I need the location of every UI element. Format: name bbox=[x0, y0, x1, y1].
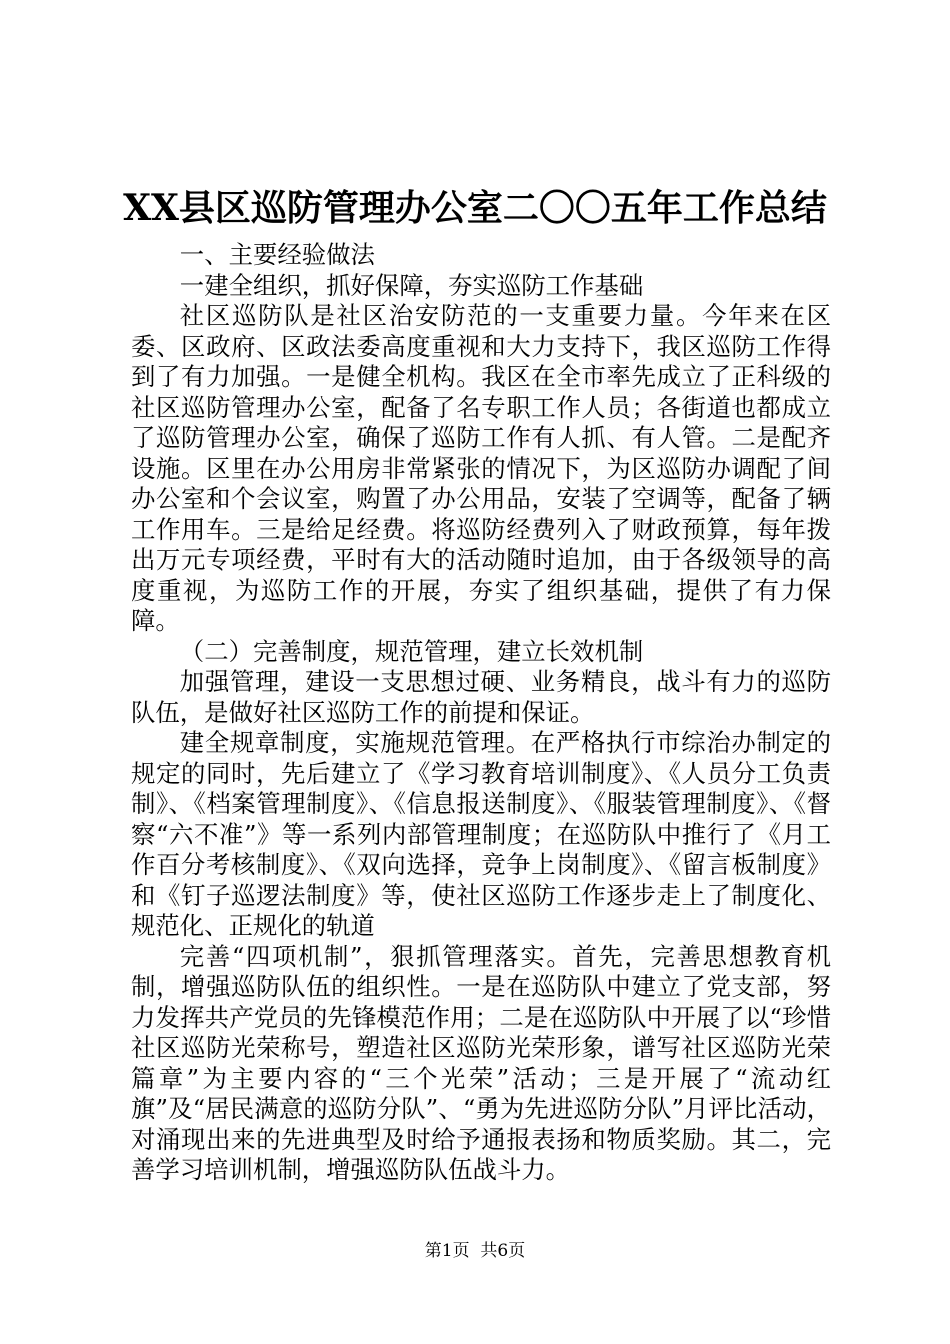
paragraph-regulations: 建全规章制度，实施规范管理。在严格执行市综治办制定的规定的同时，先后建立了《学习教育培训制度》、《人员分工负责制》、《档案管理制度》、《信息报送制度》、《服装管理制度》、《督察“六不准”》等一系列内部管理制度；在巡防队中推行了《月工作百分考核制度》、《双向选择，竞争上岗制度》、《留言板制度》和《钉子巡逻法制度》等，使社区巡防工作逐步走上了制度化、规范化、正规化的轨道 bbox=[131, 728, 831, 940]
document-title: XX县区巡防管理办公室二〇〇五年工作总结 bbox=[123, 187, 827, 229]
page-footer: 第1页 共6页 bbox=[424, 1241, 526, 1261]
subsection-heading-system: （二）完善制度，规范管理，建立长效机制 bbox=[179, 636, 644, 666]
paragraph-management: 加强管理，建设一支思想过硬、业务精良，战斗有力的巡防队伍，是做好社区巡防工作的前提和保证。 bbox=[131, 667, 831, 727]
paragraph-mechanisms: 完善“四项机制”，狠抓管理落实。首先，完善思想教育机制，增强巡防队伍的组织性。一是在巡防队中建立了党支部，努力发挥共产党员的先锋模范作用；二是在巡防队中开展了以“珍惜社区巡防光荣称号，塑造社区巡防光荣形象，谱写社区巡防光荣篇章”为主要内容的“三个光荣”活动；三是开展了“流动红旗”及“居民满意的巡防分队”、“勇为先进巡防分队”月评比活动，对涌现出来的先进典型及时给予通报表扬和物质奖励。其二，完善学习培训机制，增强巡防队伍战斗力。 bbox=[131, 941, 831, 1184]
document-body bbox=[131, 240, 831, 1186]
section-heading-main-experience: 一、主要经验做法 bbox=[179, 240, 375, 269]
paragraph-organization: 社区巡防队是社区治安防范的一支重要力量。今年来在区委、区政府、区政法委高度重视和大力支持下，我区巡防工作得到了有力加强。一是健全机构。我区在全市率先成立了正科级的社区巡防管理办公室，配备了名专职工作人员；各街道也都成立了巡防管理办公室，确保了巡防工作有人抓、有人管。二是配齐设施。区里在办公用房非常紧张的情况下，为区巡防办调配了间办公室和个会议室，购置了办公用品，安装了空调等，配备了辆工作用车。三是给足经费。将巡防经费列入了财政预算，每年拨出万元专项经费，平时有大的活动随时追加，由于各级领导的高度重视，为巡防工作的开展，夯实了组织基础，提供了有力保障。 bbox=[131, 301, 831, 635]
subsection-heading-organization: 一建全组织，抓好保障，夯实巡防工作基础 bbox=[179, 270, 644, 300]
